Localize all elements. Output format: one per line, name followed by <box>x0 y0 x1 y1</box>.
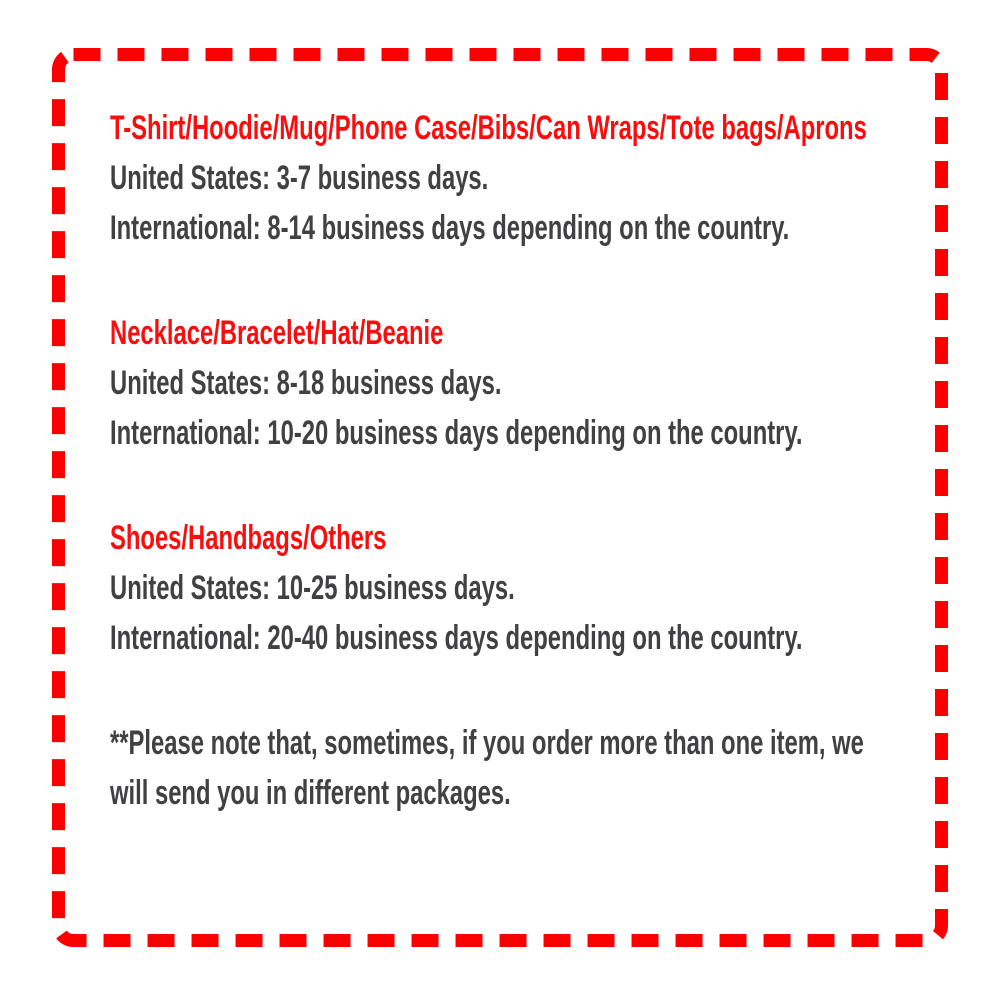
section-apparel-heading-text: T-Shirt/Hoodie/Mug/Phone Case/Bibs/Can Wraps/Tote bags/Aprons <box>110 109 867 147</box>
section-accessories-intl-line <box>110 408 950 458</box>
section-apparel-us-line <box>110 153 950 203</box>
section-accessories-intl-text: International: 10-20 business days depending on the country. <box>110 414 803 452</box>
packages-note-line-1 <box>110 718 950 768</box>
section-accessories-heading <box>110 308 950 358</box>
section-shoes-intl-line <box>110 613 950 663</box>
notice-content <box>110 103 950 818</box>
section-apparel-intl-text: International: 8-14 business days depending on the country. <box>110 209 790 247</box>
section-shoes-heading <box>110 513 950 563</box>
section-accessories-us-text: United States: 8-18 business days. <box>110 364 502 402</box>
packages-note <box>110 718 950 818</box>
section-apparel-intl-line <box>110 203 950 253</box>
section-apparel-heading <box>110 103 950 153</box>
section-shoes-intl-text: International: 20-40 business days depending on the country. <box>110 619 803 657</box>
section-shoes <box>110 513 950 663</box>
packages-note-text-1: **Please note that, sometimes, if you order more than one item, we <box>110 724 864 762</box>
section-shoes-heading-text: Shoes/Handbags/Others <box>110 519 387 557</box>
section-apparel <box>110 103 950 253</box>
section-apparel-us-text: United States: 3-7 business days. <box>110 159 489 197</box>
section-accessories-us-line <box>110 358 950 408</box>
section-accessories-heading-text: Necklace/Bracelet/Hat/Beanie <box>110 314 444 352</box>
section-accessories <box>110 308 950 458</box>
section-shoes-us-line <box>110 563 950 613</box>
packages-note-line-2 <box>110 768 950 818</box>
section-shoes-us-text: United States: 10-25 business days. <box>110 569 515 607</box>
packages-note-text-2: will send you in different packages. <box>110 774 511 812</box>
